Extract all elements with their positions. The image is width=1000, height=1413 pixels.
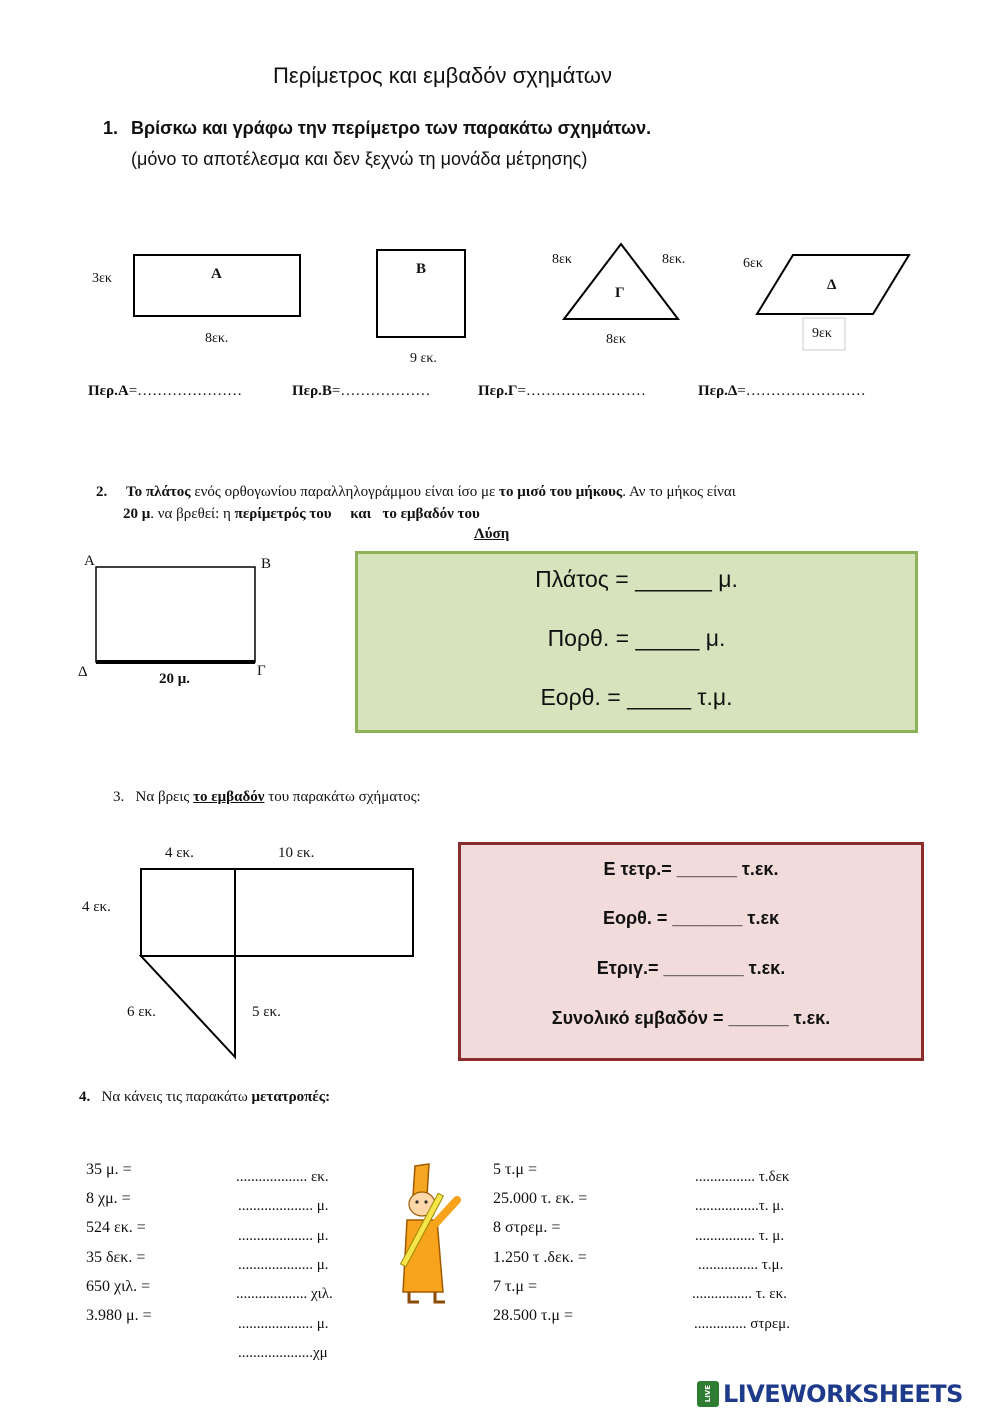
q1-answer-g	[478, 383, 646, 400]
conv-right-a-2[interactable]: .................τ. μ.	[695, 1198, 785, 1214]
q2-t4: . Αν το μήκος είναι	[622, 484, 736, 500]
shape-d-letter: Δ	[827, 277, 837, 293]
q3-composite-figure	[0, 0, 440, 1070]
q2-vertex-d: Δ	[78, 664, 88, 680]
q2-answer-perimeter[interactable]: Πορθ. = _____ μ.	[547, 625, 726, 651]
answer-a-label: Περ.Α	[88, 383, 129, 399]
shape-g-left-label: 8εκ	[552, 252, 572, 267]
conv-left-q-1: 35 μ. =	[86, 1161, 132, 1178]
q2-number: 2.	[96, 484, 108, 500]
shape-g-right-label: 8εκ.	[662, 252, 686, 267]
shape-g-bottom-label: 8εκ	[606, 332, 626, 347]
q2-vertex-g: Γ	[257, 663, 266, 679]
answer-d-label: Περ.Δ	[698, 383, 738, 399]
q3-answer-box	[458, 842, 924, 1061]
conv-left-a-5[interactable]: ................... χιλ.	[236, 1286, 333, 1302]
page-title: Περίμετρος και εμβαδόν σχημάτων	[273, 63, 612, 88]
conv-right-q-4: 1.250 τ .δεκ. =	[493, 1249, 587, 1266]
q2-t5: 20 μ	[123, 506, 151, 522]
q4-text	[79, 1089, 330, 1106]
q1-answer-d	[698, 383, 866, 400]
q2-vertex-a: Α	[84, 553, 95, 569]
q1-number: 1.	[103, 118, 119, 138]
q2-vertex-b: Β	[261, 556, 272, 572]
conv-right-q-5: 7 τ.μ =	[493, 1278, 538, 1295]
q3-t1: Να βρεις	[135, 789, 194, 805]
q3-answer-rectangle[interactable]: Εορθ. = _______ τ.εκ	[602, 908, 780, 928]
answer-a-blank[interactable]: =…………………	[128, 383, 243, 399]
conv-right-q-6: 28.500 τ.μ =	[493, 1307, 574, 1324]
logo-text: LIVEWORKSHEETS	[723, 1380, 963, 1408]
q3-number: 3.	[113, 789, 125, 805]
answer-g-blank[interactable]: =……………………	[517, 383, 646, 399]
shape-d-side-label: 6εκ	[743, 256, 763, 271]
conv-left-a-6[interactable]: .................... μ.	[238, 1316, 329, 1332]
conv-left-a-2[interactable]: .................... μ.	[238, 1198, 329, 1214]
conv-right-q-3: 8 στρεμ. =	[493, 1219, 561, 1236]
shape-b-letter: Β	[416, 261, 427, 277]
q3-t3: του παρακάτω σχήματος:	[264, 789, 421, 805]
q2-t6: . να βρεθεί: η	[150, 506, 235, 522]
q2-t1: Το πλάτος	[126, 484, 191, 500]
q2-t7: περίμετρός του	[234, 506, 332, 522]
answer-b-label: Περ.Β	[292, 383, 332, 399]
q1-subheading: (μόνο το αποτέλεσμα και δεν ξεχνώ τη μονάδα μέτρησης)	[131, 149, 588, 169]
q3-label-top-right: 10 εκ.	[278, 845, 315, 861]
q3-t2: το εμβαδόν	[193, 789, 265, 805]
conv-right-a-4[interactable]: ................ τ.μ.	[698, 1257, 784, 1273]
conv-left-a-1[interactable]: ................... εκ.	[236, 1169, 329, 1185]
conv-right-q-1: 5 τ.μ =	[493, 1161, 538, 1178]
shape-a-letter: Α	[211, 266, 222, 282]
shape-b-bottom-label: 9 εκ.	[410, 351, 437, 366]
q3-answer-square[interactable]: Ε τετρ.= ______ τ.εκ.	[603, 859, 779, 879]
liveworksheets-logo[interactable]	[697, 1379, 963, 1409]
q3-answer-total[interactable]: Συνολικό εμβαδόν = ______ τ.εκ.	[551, 1008, 831, 1028]
q3-rectangle	[235, 869, 413, 956]
q2-t2: ενός ορθογωνίου παραλληλογράμμου είναι ίσο με	[190, 484, 500, 500]
shape-d-bottom-label: 9εκ	[812, 326, 832, 341]
shape-a-side-label: 3εκ	[92, 271, 112, 286]
conv-left-q-3: 524 εκ. =	[86, 1219, 146, 1236]
answer-d-blank[interactable]: =……………………	[737, 383, 866, 399]
q2-t9: το εμβαδόν του	[382, 506, 480, 522]
q3-answer-triangle[interactable]: Ετριγ.= ________ τ.εκ.	[596, 958, 786, 978]
conv-left-a-4[interactable]: .................... μ.	[238, 1257, 329, 1273]
conv-left-a-3[interactable]: .................... μ.	[238, 1228, 329, 1244]
conv-left-q-6: 3.980 μ. =	[86, 1307, 152, 1324]
q2-t3: το μισό του μήκους	[499, 484, 623, 500]
q3-label-diagonal: 6 εκ.	[127, 1004, 156, 1020]
q4-t2: μετατροπές:	[251, 1089, 331, 1105]
q4-number: 4.	[79, 1089, 91, 1105]
q2-t8: και	[350, 506, 372, 522]
conv-left-q-2: 8 χμ. =	[86, 1190, 131, 1207]
conv-left-q-4: 35 δεκ. =	[86, 1249, 146, 1266]
q2-answer-width[interactable]: Πλάτος = ______ μ.	[535, 566, 738, 592]
answer-g-label: Περ.Γ	[478, 383, 518, 399]
conv-left-q-5: 650 χιλ. =	[86, 1278, 151, 1295]
q4-t1: Να κάνεις τις παρακάτω	[101, 1089, 252, 1105]
conv-right-a-1[interactable]: ................ τ.δεκ	[695, 1169, 790, 1185]
mascot-hat	[413, 1164, 429, 1196]
answer-b-blank[interactable]: =………………	[331, 383, 431, 399]
shape-g-letter: Γ	[615, 285, 625, 301]
mascot-illustration	[395, 1160, 480, 1305]
q2-solution-label: Λύση	[474, 526, 510, 542]
shape-a-bottom-label: 8εκ.	[205, 331, 229, 346]
q2-length-label: 20 μ.	[159, 671, 191, 687]
logo-badge: LIVE	[697, 1381, 719, 1407]
conv-right-a-3[interactable]: ................ τ. μ.	[695, 1228, 785, 1244]
q3-label-vertical: 5 εκ.	[252, 1004, 281, 1020]
conv-right-a-5[interactable]: ................ τ. εκ.	[692, 1286, 787, 1302]
q2-answer-area[interactable]: Εορθ. = _____ τ.μ.	[540, 684, 733, 710]
q3-label-left: 4 εκ.	[82, 899, 111, 915]
q3-square	[141, 869, 235, 956]
conv-right-a-6[interactable]: .............. στρεμ.	[694, 1316, 790, 1332]
shape-g-triangle	[564, 244, 678, 319]
q1-heading: Βρίσκω και γράφω την περίμετρο των παρακάτω σχημάτων.	[131, 118, 652, 138]
conv-left-a-7[interactable]: ....................χμ	[238, 1345, 328, 1361]
q3-label-top-left: 4 εκ.	[165, 845, 194, 861]
conv-right-q-2: 25.000 τ. εκ. =	[493, 1190, 588, 1207]
